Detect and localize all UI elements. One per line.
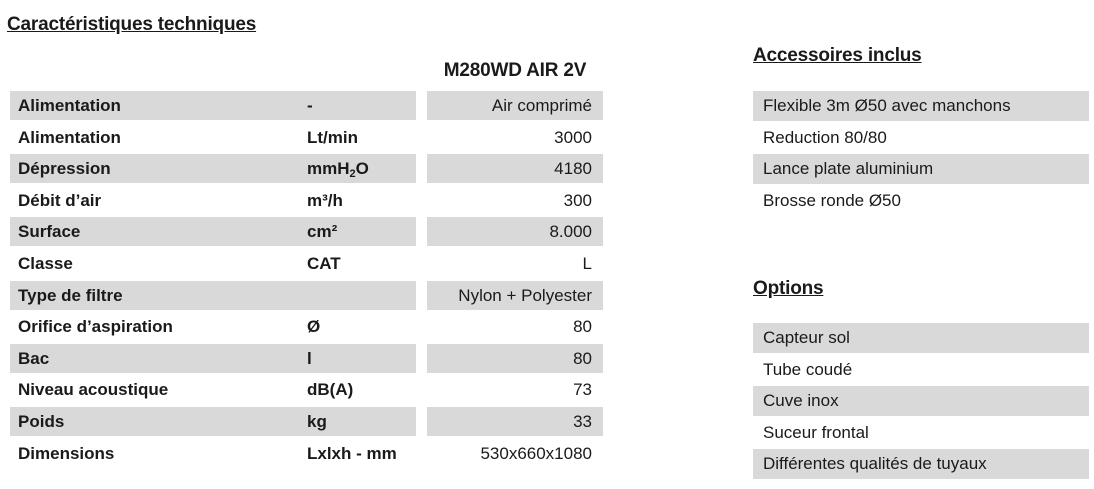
options-title: Options [753, 278, 824, 299]
spec-value: L [582, 253, 592, 273]
spec-label: Classe [18, 253, 73, 273]
spec-value: 4180 [427, 154, 603, 183]
list-item: Reduction 80/80 [763, 127, 887, 147]
list-item: Tube coudé [763, 359, 853, 379]
options-list [753, 322, 1089, 480]
spec-label: Niveau acoustique [18, 380, 169, 400]
page-title: Caractéristiques techniques [7, 14, 257, 35]
spec-unit [307, 281, 407, 310]
spec-unit-after: O [355, 159, 369, 179]
spec-label: Dimensions [18, 443, 115, 463]
spec-unit: dB(A) [307, 380, 354, 400]
spec-unit-sub: 2 [349, 168, 356, 181]
spec-value: 80 [427, 344, 603, 373]
list-item: Flexible 3m Ø50 avec manchons [753, 91, 1089, 121]
spec-value: 73 [573, 380, 592, 400]
spec-value: Air comprimé [427, 91, 603, 120]
spec-value: 530x660x1080 [480, 443, 592, 463]
spec-label: Poids [10, 407, 416, 436]
spec-unit: Ø [307, 317, 321, 337]
spec-unit [307, 154, 407, 183]
spec-unit: CAT [307, 253, 341, 273]
list-item: Différentes qualités de tuyaux [753, 449, 1089, 479]
spec-label: Alimentation [10, 91, 416, 120]
list-item: Cuve inox [753, 386, 1089, 416]
spec-value: 3000 [554, 127, 592, 147]
list-item: Capteur sol [753, 323, 1089, 353]
list-item: Lance plate aluminium [753, 154, 1089, 184]
spec-label: Orifice d’aspiration [18, 317, 173, 337]
list-item: Suceur frontal [763, 422, 869, 442]
spec-label: Bac [10, 344, 416, 373]
spec-label: Alimentation [18, 127, 121, 147]
spec-value: 300 [563, 190, 592, 210]
spec-label: Dépression [10, 154, 416, 183]
spec-unit: Lxlxh - mm [307, 443, 397, 463]
spec-unit: kg [307, 411, 327, 431]
spec-unit: - [307, 96, 313, 115]
spec-unit-main: mmH [307, 159, 350, 179]
spec-value: 33 [427, 407, 603, 436]
spec-unit: Lt/min [307, 127, 358, 147]
model-name: M280WD AIR 2V [443, 60, 587, 81]
spec-value: Nylon + Polyester [427, 281, 603, 310]
accessories-title: Accessoires inclus [753, 45, 922, 66]
spec-unit: l [307, 348, 312, 368]
spec-value: 80 [573, 317, 592, 337]
list-item: Brosse ronde Ø50 [763, 190, 901, 210]
spec-unit: m³/h [307, 190, 343, 210]
spec-value: 8.000 [427, 217, 603, 246]
spec-label: Débit d’air [18, 190, 102, 210]
spec-label: Type de filtre [10, 281, 416, 310]
spec-label: Surface [10, 217, 416, 246]
spec-unit: cm² [307, 222, 338, 242]
accessories-list [753, 90, 1089, 216]
